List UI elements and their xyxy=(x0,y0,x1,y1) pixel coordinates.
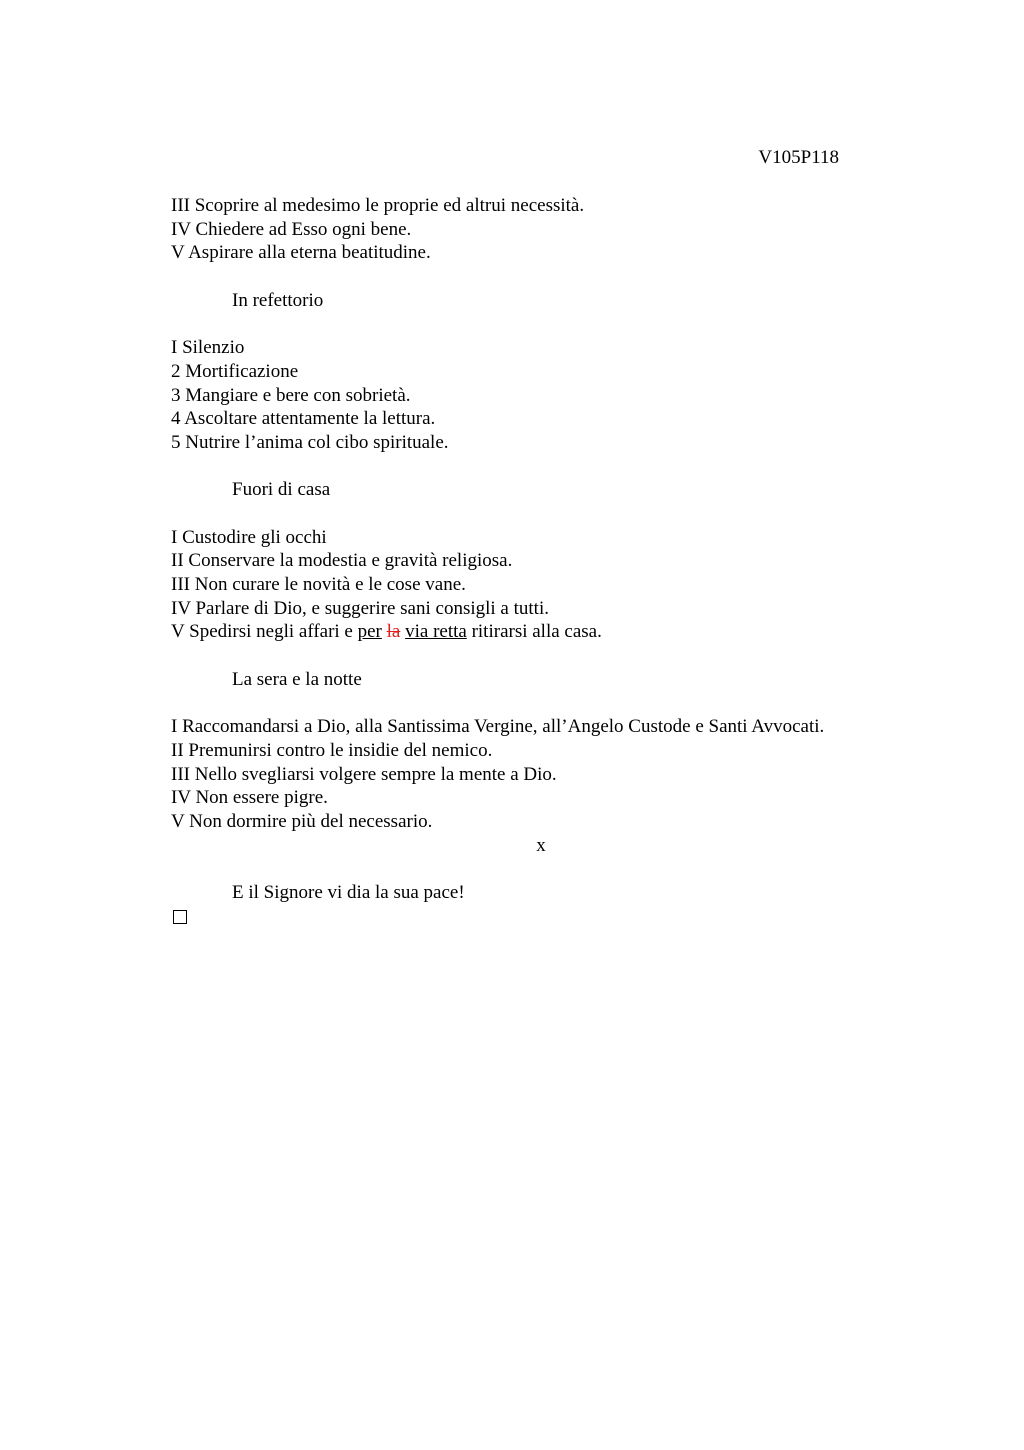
document-body xyxy=(171,194,931,928)
spacer xyxy=(171,857,931,881)
rule-line: 4 Ascoltare attentamente la lettura. xyxy=(171,408,436,430)
section-heading: La sera e la notte xyxy=(232,668,362,690)
inserted-text: via retta xyxy=(405,621,467,643)
rule-line: I Silenzio xyxy=(171,337,245,359)
spacer xyxy=(171,265,931,289)
rule-line: 2 Mortificazione xyxy=(171,360,299,382)
rule-line: IV Parlare di Dio, e suggerire sani consigli a tutti. xyxy=(171,597,549,619)
rule-line: III Scoprire al medesimo le proprie ed altrui necessità. xyxy=(171,195,585,216)
closing-line: E il Signore vi dia la sua pace! xyxy=(232,881,465,903)
rule-line: I Custodire gli occhi xyxy=(171,526,327,548)
rule-line: V Aspirare alla eterna beatitudine. xyxy=(171,242,431,264)
rule-line-with-edits xyxy=(171,620,931,644)
section-heading: Fuori di casa xyxy=(232,479,331,501)
rule-line: 5 Nutrire l’anima col cibo spirituale. xyxy=(171,431,449,453)
spacer xyxy=(171,691,931,715)
end-marker xyxy=(171,905,931,929)
spacer xyxy=(171,644,931,668)
checkbox-square-icon xyxy=(173,910,187,924)
rule-line: II Conservare la modestia e gravità religiosa. xyxy=(171,550,513,572)
line-prefix: V Spedirsi negli affari e xyxy=(171,621,358,643)
rule-line: III Non curare le novità e le cose vane. xyxy=(171,574,466,595)
page-identifier: V105P118 xyxy=(758,147,839,168)
rule-line: II Premunirsi contro le insidie del nemico. xyxy=(171,739,493,761)
spacer xyxy=(171,455,931,479)
rule-line: V Non dormire più del necessario. xyxy=(171,810,433,832)
rule-line: IV Non essere pigre. xyxy=(171,787,328,809)
rule-line: 3 Mangiare e bere con sobrietà. xyxy=(171,384,411,406)
section-heading: In refettorio xyxy=(232,289,324,311)
rule-line: IV Chiedere ad Esso ogni bene. xyxy=(171,218,412,240)
rule-line: I Raccomandarsi a Dio, alla Santissima Vergine, all’Angelo Custode e Santi Avvocati. xyxy=(171,716,825,738)
inserted-text: per xyxy=(357,621,382,643)
spacer xyxy=(171,502,931,526)
line-suffix: ritirarsi alla casa. xyxy=(466,621,602,643)
deleted-text: la xyxy=(386,621,401,643)
separator-mark: x xyxy=(536,834,546,856)
spacer xyxy=(171,312,931,336)
rule-line: III Nello svegliarsi volgere sempre la mente a Dio. xyxy=(171,763,557,785)
